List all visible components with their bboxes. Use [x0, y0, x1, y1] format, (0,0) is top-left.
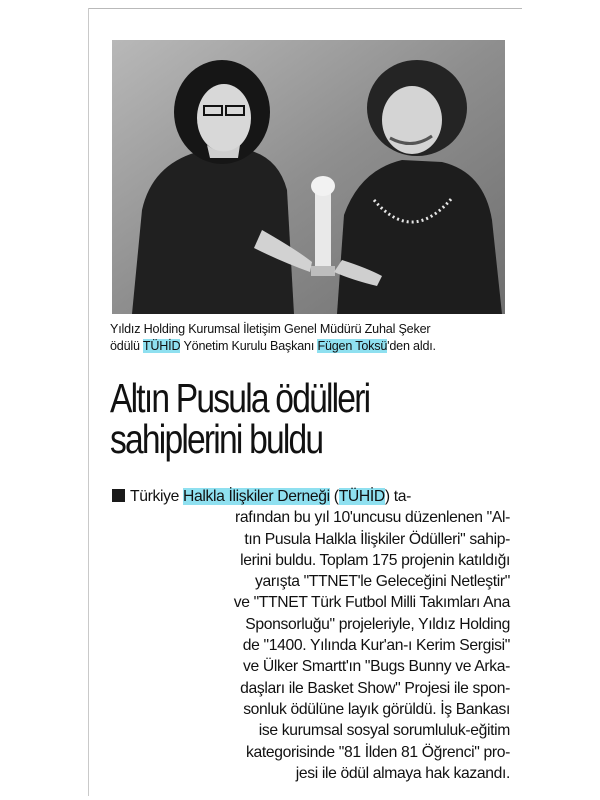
- caption-line-1: Yıldız Holding Kurumsal İletişim Genel Müdürü Zuhal Şeker: [110, 322, 431, 336]
- article-line: ise kurumsal sosyal sorumluluk-eğitim: [258, 722, 510, 740]
- org-prefix: Türkiye: [130, 488, 183, 505]
- org-name-highlight: Halkla İlişkiler Derneği: [183, 488, 330, 505]
- photo-caption: [110, 321, 512, 355]
- article-headline: [110, 375, 438, 462]
- article-line: [112, 486, 510, 507]
- article-line: Sponsorluğu" projeleriyle, Yıldız Holding: [245, 615, 510, 633]
- line-end: ) ta-: [384, 488, 412, 505]
- article-body: [112, 486, 510, 784]
- article-line: daşları ile Basket Show" Projesi ile spon-: [240, 679, 510, 697]
- article-line: tın Pusula Halkla İlişkiler Ödülleri" sahip-: [244, 530, 510, 548]
- left-rule: [88, 8, 89, 796]
- caption-org-highlight: TÜHİD: [142, 339, 181, 353]
- newspaper-clipping: [88, 8, 522, 796]
- top-rule: [88, 8, 522, 9]
- article-line: jesi ile ödül almaya hak kazandı.: [295, 764, 510, 782]
- paren-open: (: [329, 488, 339, 505]
- article-line: rafından bu yıl 10'uncusu düzenlenen "Al-: [234, 509, 510, 527]
- org-abbr-highlight: TÜHİD: [338, 488, 385, 505]
- article-line: yarışta "TTNET'le Geleceğini Netleştir": [254, 573, 510, 591]
- headline-line-2: sahiplerini buldu: [110, 416, 323, 462]
- article-line: ve "TTNET Türk Futbol Milli Takımları Ana: [233, 594, 510, 612]
- caption-person-highlight: Fügen Toksü: [317, 339, 388, 353]
- caption-mid: Yönetim Kurulu Başkanı: [180, 339, 318, 353]
- caption-line-2: [110, 338, 512, 355]
- article-line: de "1400. Yılında Kur'an-ı Kerim Sergisi": [242, 637, 510, 655]
- article-line: sonluk ödülüne layık görüldü. İş Bankası: [243, 700, 510, 718]
- photo-illustration: [112, 40, 505, 314]
- award-photo: [112, 40, 505, 314]
- article-line: kategorisinde "81 İlden 81 Öğrenci" pro-: [246, 743, 510, 761]
- square-bullet-icon: [112, 489, 125, 502]
- headline-line-1: Altın Pusula ödülleri: [110, 375, 370, 421]
- caption-suffix: 'den aldı.: [387, 339, 436, 353]
- article-line: lerini buldu. Toplam 175 projenin katıldığı: [240, 551, 510, 569]
- article-line: ve Ülker Smartt'ın "Bugs Bunny ve Arka-: [243, 658, 510, 676]
- caption-prefix: ödülü: [110, 339, 143, 353]
